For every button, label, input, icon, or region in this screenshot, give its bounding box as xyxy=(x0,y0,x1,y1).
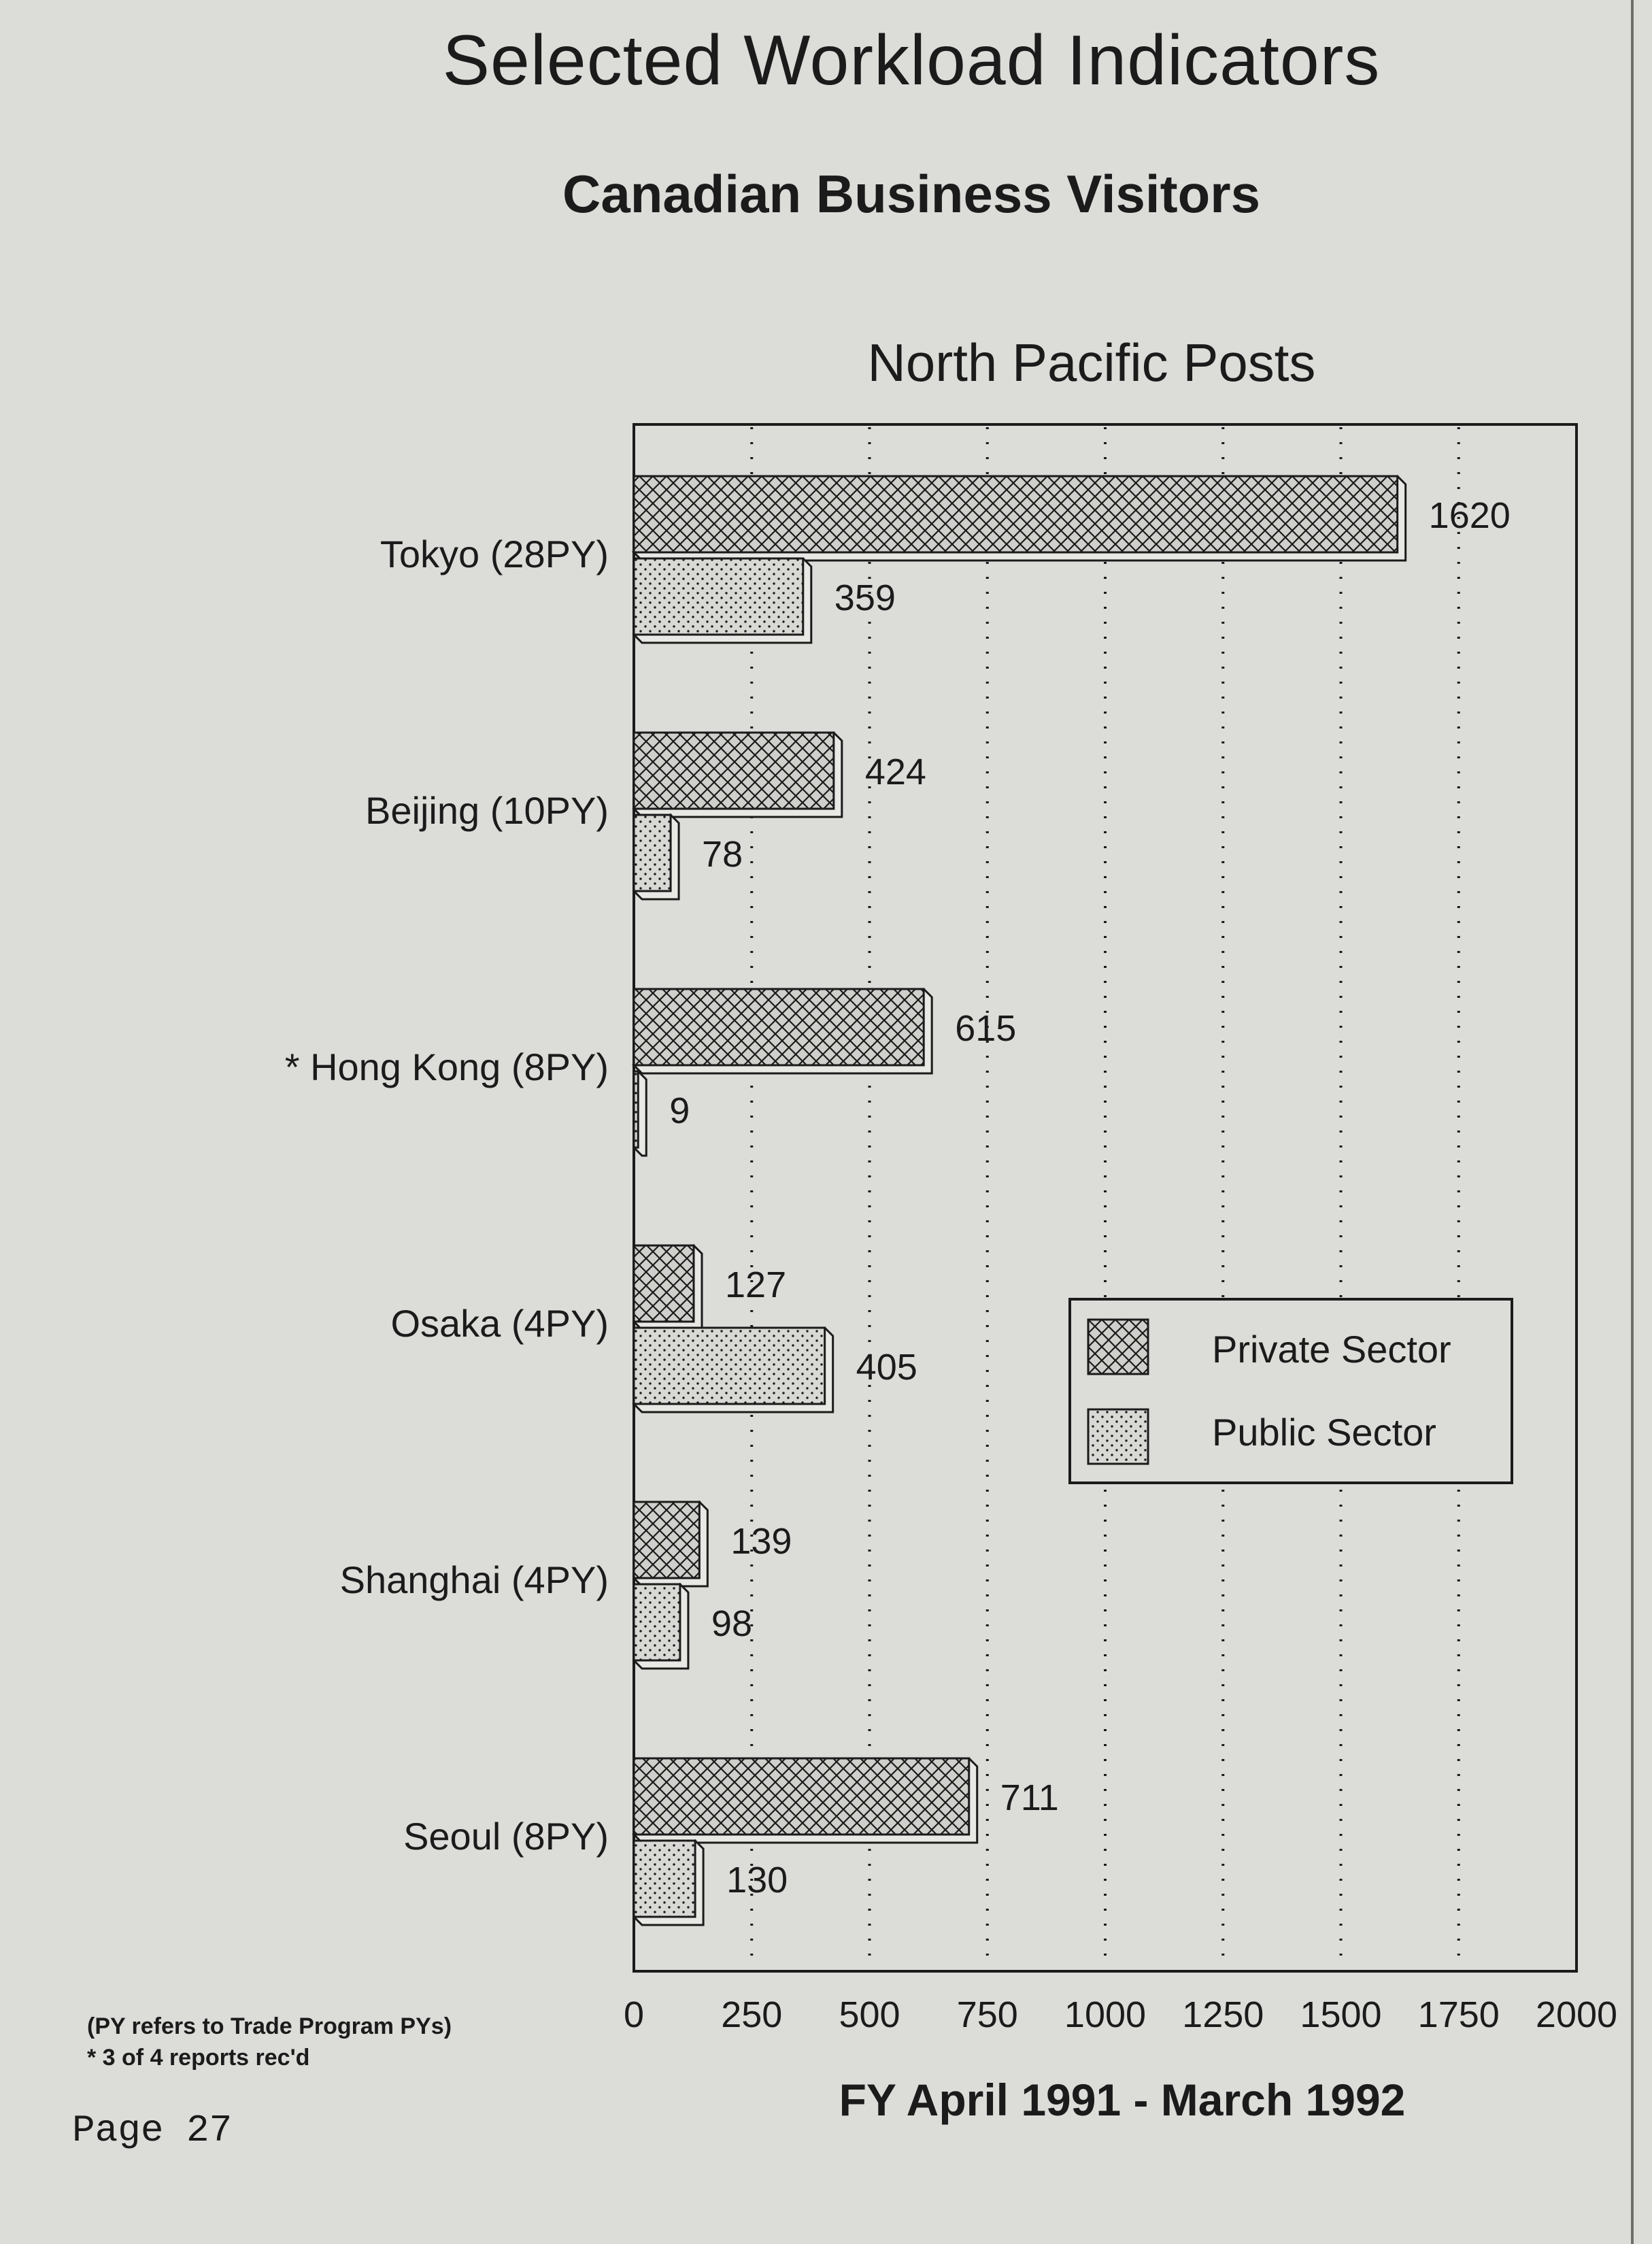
footnote-reports: * 3 of 4 reports rec'd xyxy=(87,2045,310,2071)
data-label: 711 xyxy=(1000,1777,1059,1818)
footnote-py: (PY refers to Trade Program PYs) xyxy=(87,2013,452,2039)
x-tick-label: 750 xyxy=(956,1994,1018,2035)
plot-frame xyxy=(634,424,1577,1971)
public-sector-bar xyxy=(634,1071,638,1148)
private-sector-bar xyxy=(634,476,1398,552)
data-label: 424 xyxy=(864,752,926,792)
private-sector-bar xyxy=(634,733,834,809)
public-sector-bar xyxy=(634,815,671,891)
category-label: Shanghai (4PY) xyxy=(339,1558,609,1601)
private-sector-bar xyxy=(634,989,924,1065)
x-tick-label: 250 xyxy=(721,1994,783,2035)
private-sector-bar xyxy=(634,1758,969,1835)
x-tick-label: 1250 xyxy=(1182,1994,1264,2035)
data-label: 98 xyxy=(711,1603,752,1644)
chart-title: North Pacific Posts xyxy=(867,333,1316,392)
data-label: 405 xyxy=(856,1347,917,1388)
page-subtitle: Canadian Business Visitors xyxy=(562,164,1260,224)
x-tick-label: 1500 xyxy=(1300,1994,1382,2035)
category-label: * Hong Kong (8PY) xyxy=(284,1045,609,1088)
page-number: Page 27 xyxy=(72,2109,233,2152)
x-tick-label: 0 xyxy=(623,1994,645,2035)
category-label: Tokyo (28PY) xyxy=(380,533,609,575)
x-tick-label: 1750 xyxy=(1417,1994,1500,2035)
data-label: 615 xyxy=(955,1008,1017,1049)
legend-label-private: Private Sector xyxy=(1212,1328,1451,1371)
data-label: 127 xyxy=(725,1265,787,1305)
data-labels xyxy=(669,495,1511,1900)
public-sector-bar xyxy=(634,1584,680,1660)
legend xyxy=(1070,1299,1512,1483)
x-tick-label: 2000 xyxy=(1535,1994,1618,2035)
category-label: Beijing (10PY) xyxy=(365,789,609,832)
bars xyxy=(634,476,1406,1925)
legend-swatch-private xyxy=(1088,1320,1148,1374)
page-title: Selected Workload Indicators xyxy=(442,21,1381,100)
public-sector-bar xyxy=(634,1328,825,1404)
category-label: Osaka (4PY) xyxy=(390,1302,609,1345)
data-label: 9 xyxy=(669,1090,690,1131)
data-label: 130 xyxy=(726,1860,788,1900)
data-label: 78 xyxy=(702,834,743,875)
category-label: Seoul (8PY) xyxy=(403,1815,609,1858)
public-sector-bar xyxy=(634,558,803,635)
x-axis-label: FY April 1991 - March 1992 xyxy=(839,2075,1406,2125)
data-label: 359 xyxy=(834,577,896,618)
data-label: 139 xyxy=(730,1521,792,1562)
legend-label-public: Public Sector xyxy=(1212,1411,1436,1454)
grid-lines xyxy=(752,427,1459,1969)
x-tick-label: 500 xyxy=(839,1994,900,2035)
category-labels xyxy=(285,533,609,1858)
page-edge xyxy=(1631,0,1634,2244)
legend-swatch-public xyxy=(1088,1409,1148,1464)
private-sector-bar xyxy=(634,1245,694,1322)
x-tick-label: 1000 xyxy=(1064,1994,1147,2035)
x-axis-ticks xyxy=(624,1994,1617,2035)
data-label: 1620 xyxy=(1428,495,1511,536)
public-sector-bar xyxy=(634,1841,695,1917)
private-sector-bar xyxy=(634,1502,699,1578)
